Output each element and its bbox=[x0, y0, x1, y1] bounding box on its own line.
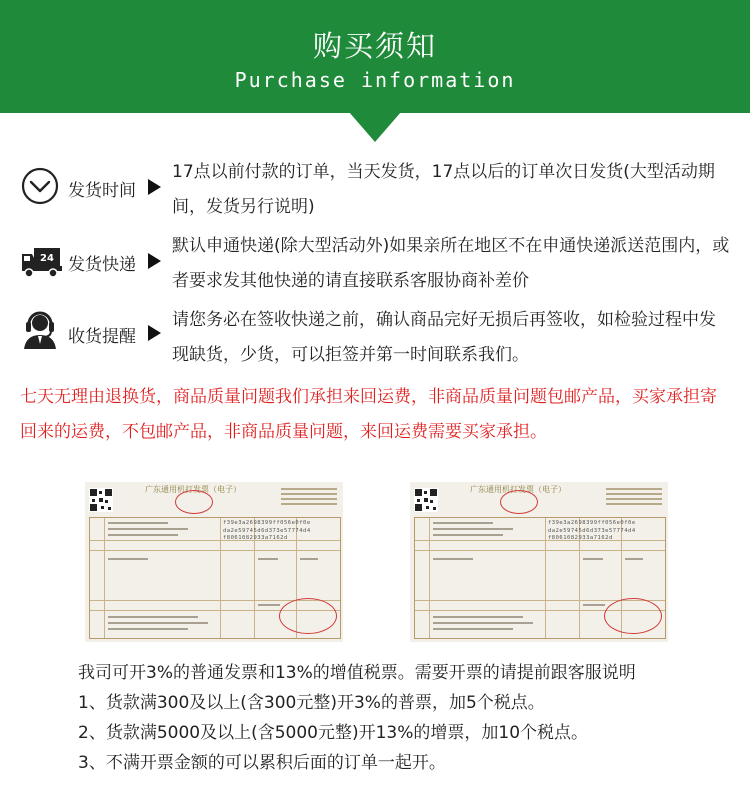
row-text-ship-time: 17点以前付款的订单，当天发货，17点以后的订单次日发货(大型活动期间，发货另行说明) bbox=[172, 162, 715, 217]
return-policy-notice: 七天无理由退换货，商品质量问题我们承担来回运费，非商品质量问题包邮产品，买家承担寄回来的运费，不包邮产品，非商品质量问题，来回运费需要买家承担。 bbox=[20, 387, 717, 442]
row-text-receipt: 请您务必在签收快递之前，确认商品完好无损后再签收，如检验过程中发现缺货，少货，可以拒签并第一时间联系我们。 bbox=[172, 310, 716, 365]
page-title: 购买须知 bbox=[312, 29, 437, 63]
invoice-info-item: 1、货款满300及以上(含300元整)开3%的普票，加5个税点。 bbox=[78, 693, 545, 713]
qr-code-icon bbox=[414, 488, 438, 512]
svg-text:24: 24 bbox=[40, 253, 54, 264]
chevron-down-circle-icon bbox=[20, 166, 60, 206]
invoice-info bbox=[78, 658, 738, 778]
invoice-title: 广东通用机打发票（电子） bbox=[145, 485, 241, 494]
row-text-courier: 默认申通快递(除大型活动外)如果亲所在地区不在申通快递派送范围内，或者要求发其他快递的请直接联系客服协商补差价 bbox=[172, 236, 730, 291]
page-subtitle: Purchase information bbox=[234, 68, 516, 92]
invoice-check-code: f39e3a2698399ff056e0f0eda2e59745d6d373e57774d4f8061082933a7162d bbox=[548, 520, 636, 541]
pointer-triangle-icon bbox=[148, 179, 161, 195]
invoice-red-stamp bbox=[279, 598, 337, 634]
invoice-info-item: 3、不满开票金额的可以累积后面的订单一起开。 bbox=[78, 753, 446, 773]
invoice-meta bbox=[606, 488, 662, 508]
header-banner bbox=[0, 0, 750, 113]
customer-service-headset-icon bbox=[20, 306, 60, 346]
banner-arrow bbox=[349, 112, 401, 142]
qr-code-icon bbox=[89, 488, 113, 512]
pointer-triangle-icon bbox=[148, 325, 161, 341]
invoice-red-stamp bbox=[604, 598, 662, 634]
tax-seal-icon bbox=[500, 490, 538, 514]
invoice-info-item: 2、货款满5000及以上(含5000元整)开13%的增票，加10个税点。 bbox=[78, 723, 589, 743]
invoice-sample-image bbox=[410, 482, 668, 642]
invoice-sample-image bbox=[85, 482, 343, 642]
row-label-receipt: 收货提醒 bbox=[68, 327, 136, 347]
invoice-meta bbox=[281, 488, 337, 508]
delivery-truck-24h-icon bbox=[20, 240, 60, 280]
row-label-courier: 发货快递 bbox=[68, 255, 136, 275]
tax-seal-icon bbox=[175, 490, 213, 514]
pointer-triangle-icon bbox=[148, 253, 161, 269]
row-label-ship-time: 发货时间 bbox=[68, 181, 136, 201]
invoice-title: 广东通用机打发票（电子） bbox=[470, 485, 566, 494]
invoice-info-intro: 我司可开3%的普通发票和13%的增值税票。需要开票的请提前跟客服说明 bbox=[78, 663, 636, 683]
invoice-check-code: f39e3a2698399ff056e0f0eda2e59745d6d373e57774d4f8061082933a7162d bbox=[223, 520, 311, 541]
